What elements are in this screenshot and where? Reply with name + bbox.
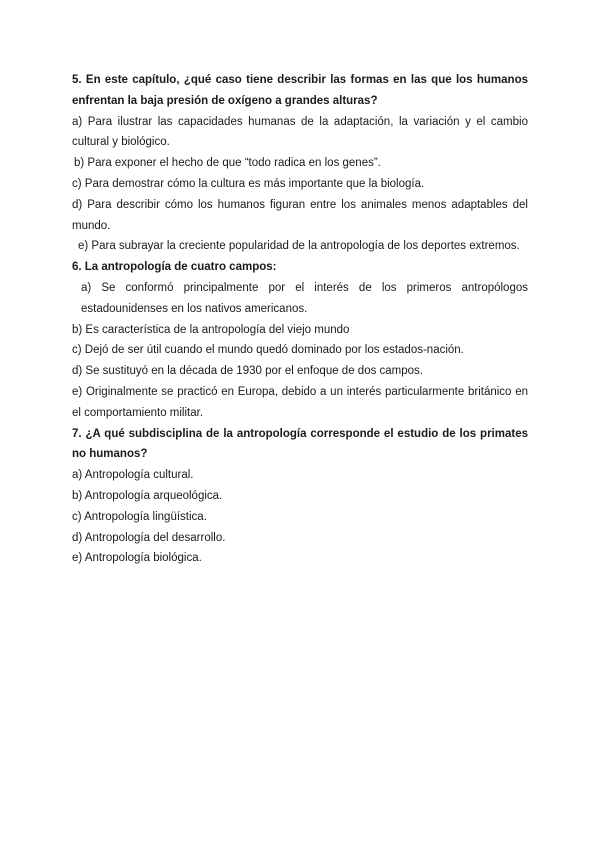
question-6-option-a: a) Se conformó principalmente por el interés de los primeros antropólogos estadounidenses en los nativos americanos. (81, 281, 528, 315)
question-7-option-d: d) Antropología del desarrollo. (72, 531, 226, 544)
question-7 (72, 424, 528, 570)
question-5-option-b: b) Para exponer el hecho de que “todo radica en los genes”. (74, 157, 381, 170)
question-7-title: 7. ¿A qué subdisciplina de la antropología corresponde el estudio de los primates no humanos? (72, 427, 528, 461)
question-6-option-b: b) Es característica de la antropología del viejo mundo (72, 323, 350, 336)
question-7-option-c: c) Antropología lingüística. (72, 510, 207, 523)
question-6 (72, 257, 528, 423)
question-5-title: 5. En este capítulo, ¿qué caso tiene describir las formas en las que los humanos enfrentan la baja presión de oxígeno a grandes alturas? (72, 74, 528, 107)
question-7-option-a: a) Antropología cultural. (72, 469, 194, 482)
question-6-option-e: e) Originalmente se practicó en Europa, debido a un interés particularmente británico en el comportamiento militar. (72, 385, 528, 419)
document-page (72, 70, 528, 569)
question-7-option-e: e) Antropología biológica. (72, 552, 202, 565)
question-7-option-b: b) Antropología arqueológica. (72, 489, 223, 502)
question-5-option-a: a) Para ilustrar las capacidades humanas de la adaptación, la variación y el cambio cultural y biológico. (72, 115, 528, 149)
question-6-option-d: d) Se sustituyó en la década de 1930 por el enfoque de dos campos. (72, 365, 423, 378)
question-5-option-c: c) Para demostrar cómo la cultura es más importante que la biología. (72, 177, 425, 190)
question-5-option-e: e) Para subrayar la creciente popularidad de la antropología de los deportes extremos. (78, 240, 520, 253)
question-6-title: 6. La antropología de cuatro campos: (72, 261, 277, 274)
question-5 (72, 70, 528, 257)
question-6-option-c: c) Dejó de ser útil cuando el mundo quedó dominado por los estados-nación. (72, 344, 464, 357)
question-5-option-d: d) Para describir cómo los humanos figuran entre los animales menos adaptables del mundo. (72, 198, 528, 232)
